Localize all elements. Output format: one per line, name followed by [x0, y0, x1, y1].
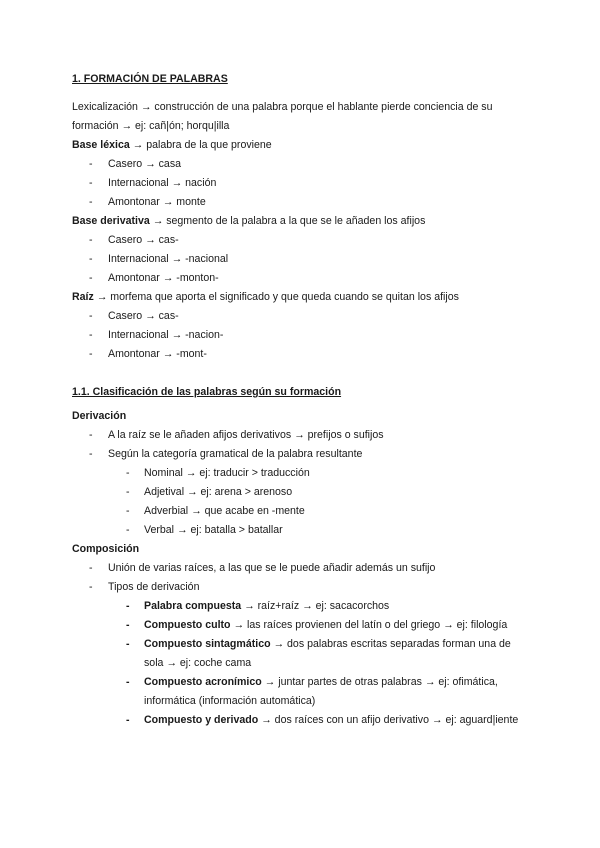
sub-list-item: - Adjetival → ej: arena > arenoso — [72, 483, 532, 502]
list-item: - A la raíz se le añaden afijos derivativos → prefijos o sufijos — [72, 426, 532, 445]
document-page — [72, 70, 532, 730]
term: Compuesto acronímico — [144, 676, 262, 688]
list-item: - Amontonar → -mont- — [72, 345, 532, 364]
description: → juntar partes de otras palabras → ej: ofimática, informática (información automática) — [144, 676, 498, 707]
definition: → segmento de la palabra a la que se le añaden los afijos — [149, 215, 426, 227]
description: → las raíces provienen del latín o del griego → ej: filología — [230, 619, 508, 631]
lexicalizacion-paragraph: Lexicalización → construcción de una palabra porque el hablante pierde conciencia de su formación → ej: cañ|ón; horqu|illa — [72, 101, 493, 132]
raiz-list — [72, 307, 532, 364]
term: Compuesto sintagmático — [144, 638, 271, 650]
definition: → palabra de la que proviene — [129, 139, 272, 151]
list-item: - Casero → cas- — [72, 307, 532, 326]
term: Raíz — [72, 291, 94, 303]
subsection-heading: 1.1. Clasificación de las palabras según su formación — [72, 386, 342, 398]
description: → raíz+raíz → ej: sacacorchos — [241, 600, 390, 612]
base-derivativa-list — [72, 231, 532, 288]
sub-list-item: - Nominal → ej: traducir > traducción — [72, 464, 532, 483]
base-derivativa-definition — [72, 212, 532, 231]
sub-list-item — [72, 673, 532, 711]
term: Palabra compuesta — [144, 600, 242, 612]
spacer — [72, 364, 532, 383]
sub-list-item — [72, 635, 532, 673]
section-heading: 1. FORMACIÓN DE PALABRAS — [72, 73, 228, 85]
sub-list-item — [72, 597, 532, 616]
term: Compuesto culto — [144, 619, 231, 631]
derivacion-title: Derivación — [72, 410, 127, 422]
list-item: - Internacional → -nacional — [72, 250, 532, 269]
sub-list-item: - Verbal → ej: batalla > batallar — [72, 521, 532, 540]
list-item: - Internacional → nación — [72, 174, 532, 193]
definition: → morfema que aporta el significado y que queda cuando se quitan los afijos — [93, 291, 459, 303]
composicion-list — [72, 559, 532, 730]
base-lexica-definition — [72, 136, 532, 155]
term: Base léxica — [72, 139, 130, 151]
list-item: - Unión de varias raíces, a las que se le puede añadir además un sufijo — [72, 559, 532, 578]
composicion-title: Composición — [72, 543, 140, 555]
raiz-definition — [72, 288, 532, 307]
list-item: - Casero → casa — [72, 155, 532, 174]
list-item: - Internacional → -nacion- — [72, 326, 532, 345]
list-item: - Amontonar → monte — [72, 193, 532, 212]
list-item: - Según la categoría gramatical de la palabra resultante — [72, 445, 532, 464]
description: → dos palabras escritas separadas forman una de sola → ej: coche cama — [144, 638, 511, 669]
sub-list-item — [72, 616, 532, 635]
sub-list-item: - Adverbial → que acabe en -mente — [72, 502, 532, 521]
term: Compuesto y derivado — [144, 714, 259, 726]
sub-list-item — [72, 711, 532, 730]
derivacion-list — [72, 426, 532, 540]
list-item: - Casero → cas- — [72, 231, 532, 250]
list-item: - Tipos de derivación — [72, 578, 532, 597]
description: → dos raíces con un afijo derivativo → ej: aguard|iente — [258, 714, 519, 726]
list-item: - Amontonar → -monton- — [72, 269, 532, 288]
term: Base derivativa — [72, 215, 150, 227]
base-lexica-list — [72, 155, 532, 212]
